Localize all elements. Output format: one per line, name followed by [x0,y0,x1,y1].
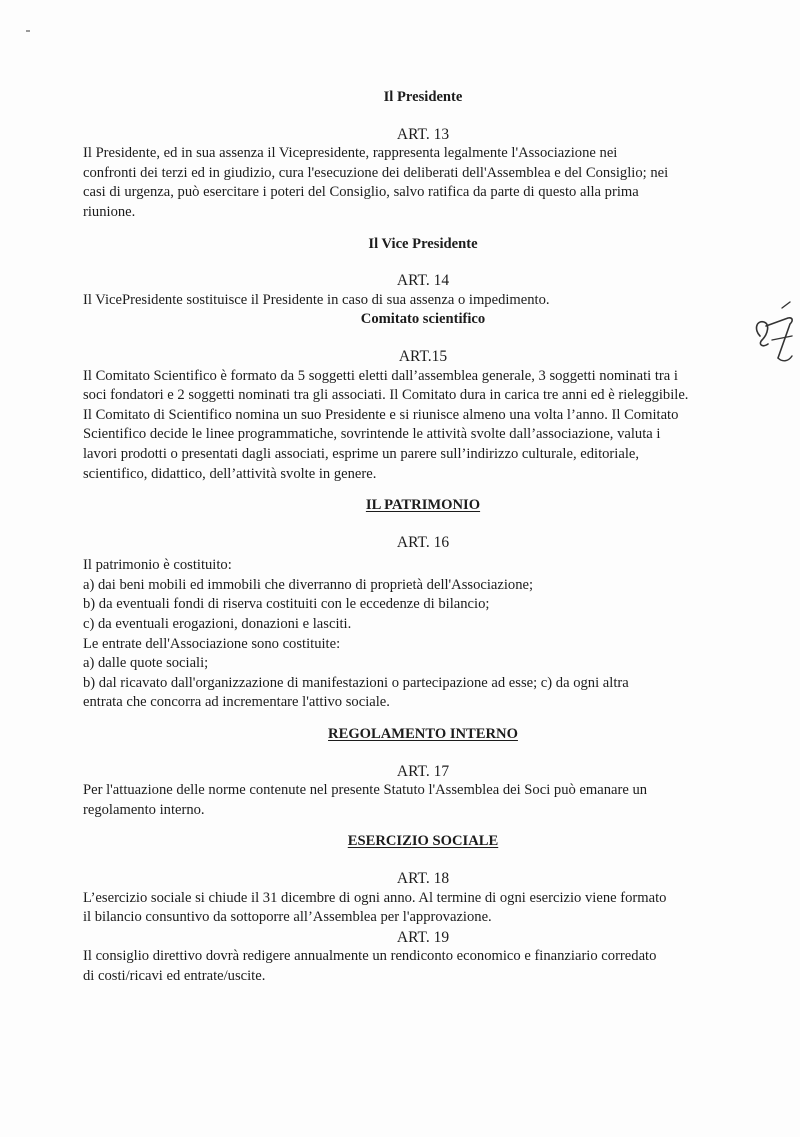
text-line: regolamento interno. [83,801,205,818]
text-line: confronti dei terzi ed in giudizio, cura l'esecuzione dei deliberati dell'Assemblea e del Consiglio; nei [83,164,669,181]
handwritten-signature [752,300,798,370]
article-number-13: ART. 13 [396,125,450,143]
text-line: Il patrimonio è costituito: [83,557,232,574]
section-heading-presidente: Il Presidente [383,89,463,105]
text-line: riunione. [83,203,136,220]
article-13-text [83,144,763,222]
text-line: Il Comitato Scientifico è formato da 5 soggetti eletti dall’assemblea generale, 3 soggetti nominati tra i [83,367,678,384]
section-heading-comitato-scientifico: Comitato scientifico [360,311,486,328]
article-14-text [83,291,763,311]
article-number-18: ART. 18 [396,870,450,887]
text-line: Il Comitato di Scientifico nomina un suo Presidente e si riunisce almeno una volta l’anno. Il Comitato [83,406,679,423]
text-line: L’esercizio sociale si chiude il 31 dicembre di ogni anno. Al termine di ogni esercizio viene formato [83,889,667,906]
article-17-text [83,781,763,820]
article-15-text [83,367,763,485]
article-number-17: ART. 17 [396,762,450,780]
article-number-14: ART. 14 [396,272,450,290]
article-18-text [83,889,763,928]
article-number-19: ART. 19 [396,928,450,946]
text-line: soci fondatori e 2 soggetti nominati tra gli associati. Il Comitato dura in carica tre anni ed è rieleggibile. [83,387,689,404]
section-heading-vice-presidente: Il Vice Presidente [368,235,478,252]
article-16-text [83,556,763,713]
text-line: a) dai beni mobili ed immobili che diverranno di proprietà dell'Associazione; [83,576,534,593]
article-19-text [83,947,763,986]
text-line: Il VicePresidente sostituisce il Presidente in caso di sua assenza o impedimento. [83,291,550,308]
text-line: il bilancio consuntivo da sottoporre all’Assemblea per l'approvazione. [83,909,492,926]
section-heading-esercizio-sociale: ESERCIZIO SOCIALE [347,833,499,850]
section-heading-patrimonio: IL PATRIMONIO [365,497,481,514]
text-line: lavori prodotti o presentati dagli associati, esprime un parere sull’indirizzo culturale, editoriale, [83,445,639,462]
article-number-16: ART. 16 [396,533,450,551]
text-line: b) dal ricavato dall'organizzazione di manifestazioni o partecipazione ad esse; c) da ogni altra [83,674,629,691]
text-line: casi di urgenza, può esercitare i poteri del Consiglio, salvo ratifica da parte di questo alla prima [83,184,639,201]
text-line: Le entrate dell'Associazione sono costituite: [83,635,341,652]
text-line: b) da eventuali fondi di riserva costituiti con le eccedenze di bilancio; [83,596,490,613]
text-line: Il Presidente, ed in sua assenza il Vicepresidente, rappresenta legalmente l'Associazione nei [83,145,618,162]
article-number-15: ART.15 [398,347,448,365]
scan-artifact [26,30,30,32]
section-heading-regolamento-interno: REGOLAMENTO INTERNO [328,726,518,743]
text-line: scientifico, didattico, dell’attività svolte in genere. [83,465,377,482]
text-line: Il consiglio direttivo dovrà redigere annualmente un rendiconto economico e finanziario corredato [83,948,657,965]
text-line: a) dalle quote sociali; [83,655,209,672]
text-line: Per l'attuazione delle norme contenute nel presente Statuto l'Assemblea dei Soci può emanare un [83,782,648,799]
statute-text [83,88,763,987]
text-line: di costi/ricavi ed entrate/uscite. [83,967,266,984]
text-line: Scientifico decide le linee programmatiche, sovrintende le attività svolte dall’associazione, valuta i [83,426,661,443]
text-line: entrata che concorra ad incrementare l'attivo sociale. [83,694,390,711]
text-line: c) da eventuali erogazioni, donazioni e lasciti. [83,616,352,633]
